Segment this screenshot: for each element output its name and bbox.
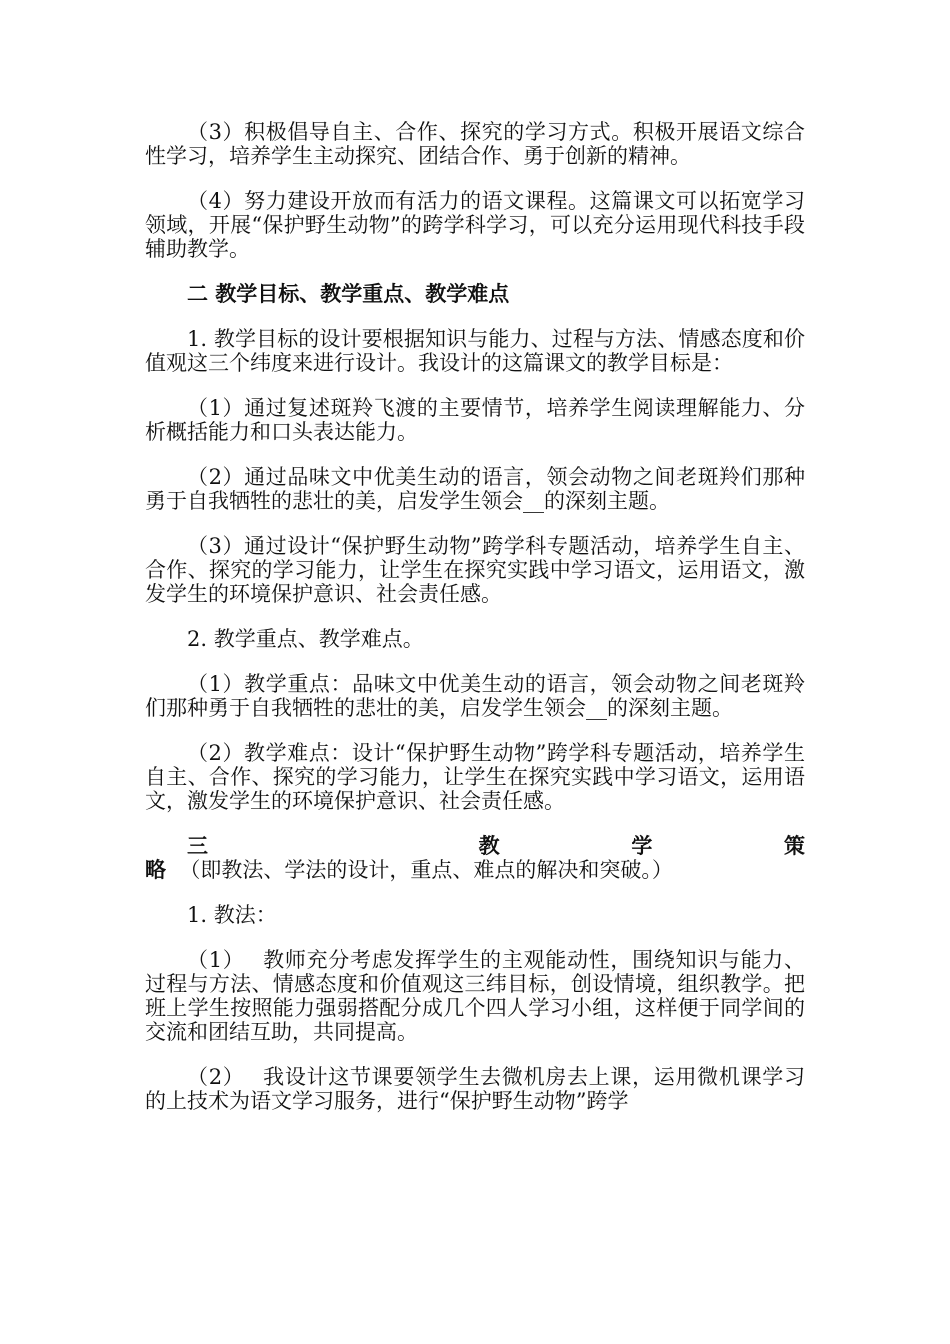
item-text: 我设计这节课要领学生去微机房去上课，运用微机课学习的上技术为语文学习服务，进行“保护野生动物”跨学: [145, 1065, 805, 1113]
paragraph: （1）教学重点：品味文中优美生动的语言，领会动物之间老斑羚们那种勇于自我牺牲的悲壮的美，启发学生领会__的深刻主题。: [145, 672, 805, 720]
paragraph: [145, 948, 805, 1044]
paragraph: 2. 教学重点、教学难点。: [187, 627, 424, 651]
paragraph: 1. 教学目标的设计要根据知识与能力、过程与方法、情感态度和价值观这三个纬度来进行设计。我设计的这篇课文的教学目标是：: [145, 327, 805, 375]
item-number: （1）: [187, 948, 245, 972]
item-text: 教师充分考虑发挥学生的主观能动性，围绕知识与能力、过程与方法、情感态度和价值观这三纬目标，创设情境，组织教学。把班上学生按照能力强弱搭配分成几个四人学习小组，这样便于同学间的交流和团结互助，共同提高。: [145, 948, 805, 1044]
paragraph: （2）通过品味文中优美生动的语言，领会动物之间老斑羚们那种勇于自我牺牲的悲壮的美，启发学生领会__的深刻主题。: [145, 465, 805, 513]
paragraph: （3）通过设计“保护野生动物”跨学科专题活动，培养学生自主、合作、探究的学习能力，让学生在探究实践中学习语文，运用语文，激发学生的环境保护意识、社会责任感。: [145, 534, 805, 606]
paragraph: （1）通过复述斑羚飞渡的主要情节，培养学生阅读理解能力、分析概括能力和口头表达能力。: [145, 396, 805, 444]
heading-note: （即教法、学法的设计，重点、难点的解决和突破。）: [179, 858, 673, 882]
paragraph: （2）教学难点：设计“保护野生动物”跨学科专题活动，培养学生自主、合作、探究的学习能力，让学生在探究实践中学习语文，运用语文，激发学生的环境保护意识、社会责任感。: [145, 741, 805, 813]
section-heading: [145, 834, 805, 882]
item-number: （2）: [187, 1065, 245, 1089]
document-body: [145, 120, 805, 1134]
paragraph: [145, 1065, 805, 1113]
heading-title: 三 教学策略: [145, 833, 805, 882]
section-heading: 二 教学目标、教学重点、教学难点: [187, 281, 510, 306]
paragraph: （3）积极倡导自主、合作、探究的学习方式。积极开展语文综合性学习，培养学生主动探究、团结合作、勇于创新的精神。: [145, 120, 805, 168]
paragraph: 1. 教法：: [187, 903, 277, 927]
paragraph: （4）努力建设开放而有活力的语文课程。这篇课文可以拓宽学习领域，开展“保护野生动物”的跨学科学习，可以充分运用现代科技手段辅助教学。: [145, 189, 805, 261]
